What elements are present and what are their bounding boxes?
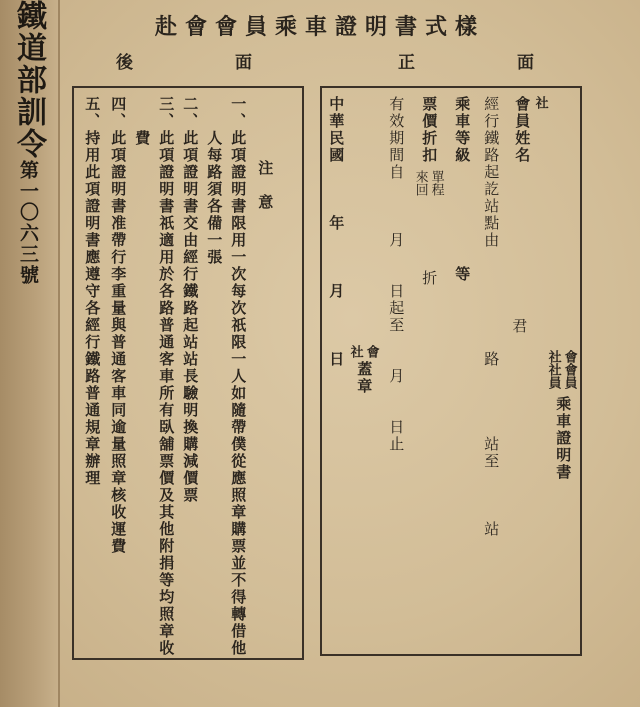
front-fare-single: 單程: [428, 170, 444, 196]
front-cert-prefix-a1: 會: [561, 350, 577, 363]
back-note-title: 注 意: [256, 160, 275, 211]
gazette-header: [6, 0, 50, 286]
front-jun: 君: [510, 318, 529, 335]
form-heading: 赴會會員乘車證明書式樣: [154, 14, 485, 40]
front-seal-2: 社: [347, 345, 363, 358]
front-fare-return: 來回: [412, 170, 428, 196]
front-date-line: 中華民國 年 月 日: [327, 96, 346, 368]
back-item-3: 三、此項證明書祇適用於各路普通客車所有臥舖票價及其他附捐等均照章收: [157, 96, 176, 657]
gazette-title: 鐵道部訓令: [11, 0, 46, 160]
back-label: 後 面: [116, 53, 252, 73]
front-cert-prefix-b2: 社員: [545, 363, 561, 389]
front-cert-prefix-b1: 會員: [561, 363, 577, 389]
front-name-line: 會員姓名: [513, 96, 532, 164]
front-label: 正 面: [398, 53, 534, 73]
front-validity-line: 有效期間自 月 日起至 月 日止: [387, 96, 406, 453]
front-class-line: 乘車等級 等: [453, 96, 472, 283]
front-cert-prefix-a2: 社: [545, 350, 561, 363]
front-name-prefix: 社: [532, 96, 548, 109]
front-seal-rest: 蓋章: [355, 361, 374, 395]
back-item-3b: 費: [133, 96, 152, 147]
back-item-1b: 人每路須各備一張: [205, 96, 224, 266]
front-seal-1: 會: [363, 345, 379, 358]
front-fare-line: 票價折扣: [420, 96, 439, 164]
back-item-5: 五、持用此項證明書應遵守各經行鐵路普通規章辦理: [83, 96, 102, 487]
back-item-1: 一、此項證明書限用一次每次祇限一人如隨帶僕從應照章購票並不得轉借他: [229, 96, 248, 657]
gazette-number: 第一〇六三號: [17, 160, 39, 286]
front-fare-discount: 折: [420, 270, 439, 287]
front-route-line: 經行鐵路起訖站點由 路 站至 站: [482, 96, 501, 538]
back-item-4: 四、此項證明書准帶行李重量與普通客車同逾量照章核收運費: [109, 96, 128, 555]
back-item-2: 二、此項證明書交由經行鐵路起站站長驗明換購減價票: [181, 96, 200, 504]
front-cert-title: 乘車證明書: [554, 396, 573, 481]
